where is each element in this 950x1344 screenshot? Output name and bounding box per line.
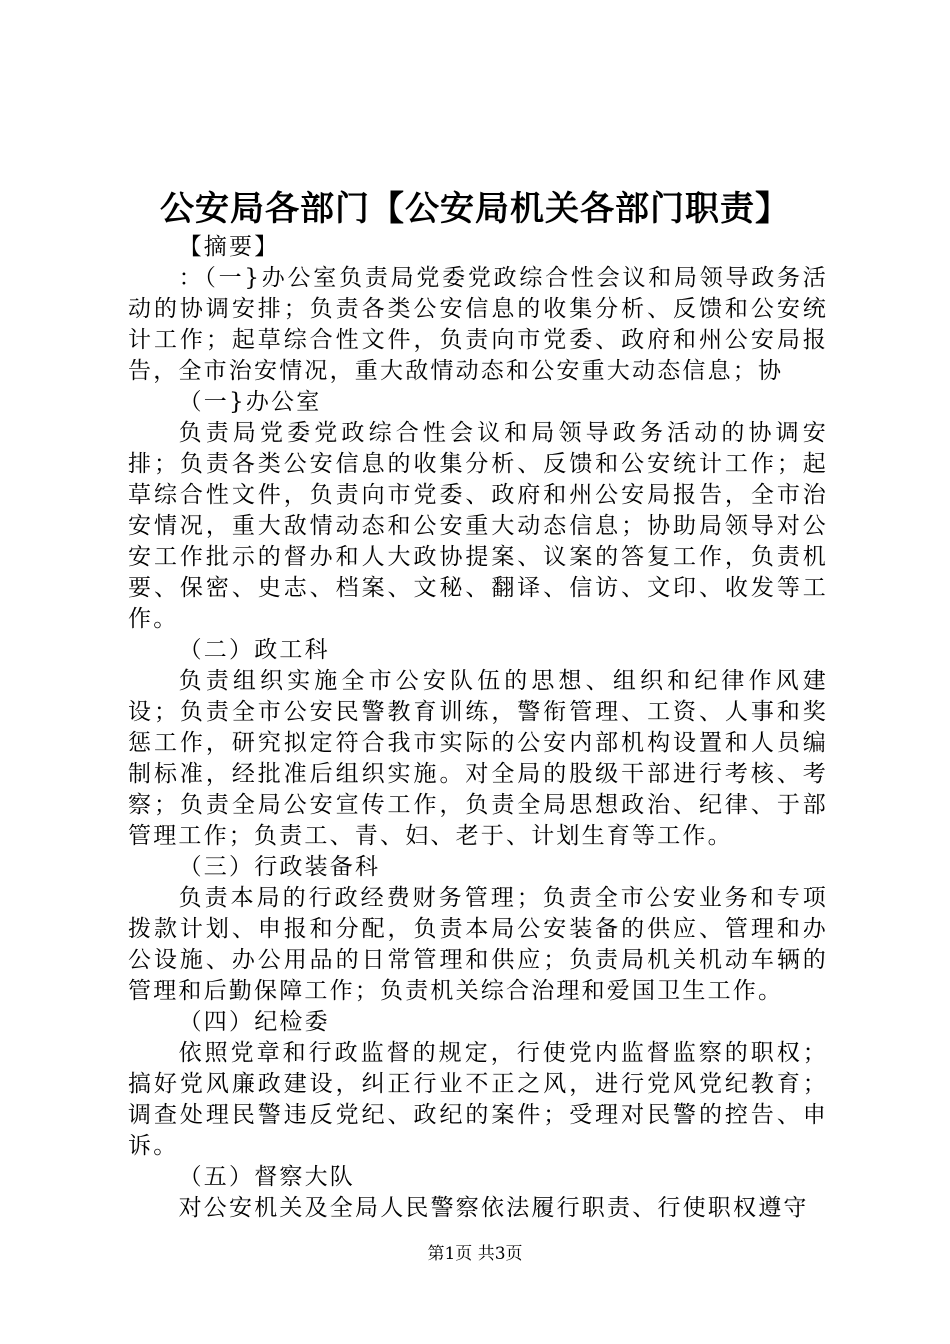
section-text-inspection: 对公安机关及全局人民警察依法履行职责、行使职权遵守 [178,1195,809,1221]
document-title: 公安局各部门【公安局机关各部门职责】 [160,189,790,229]
section-text-discipline: 依照党章和行政监督的规定，行使党内监督监察的职权；搞好党风廉政建设，纠正行业不正之风，进行党风党纪教育；调查处理民警违反党纪、政纪的案件；受理对民警的控告、申诉。 [128,1040,828,1159]
section-heading-political-work: （二）政工科 [178,637,330,663]
section-heading-discipline: （四）纪检委 [178,1009,330,1035]
section-heading-admin-equipment: （三）行政装备科 [178,854,381,880]
abstract-label: 【摘要】 [178,234,280,260]
page-footer: 第1页 共3页 [427,1244,523,1264]
section-text-admin-equipment: 负责本局的行政经费财务管理；负责全市公安业务和专项拨款计划、申报和分配，负责本局公安装备的供应、管理和办公设施、办公用品的日常管理和供应；负责局机关机动车辆的管理和后勤保障工作；负责机关综合治理和爱国卫生工作。 [128,885,828,1004]
abstract-text: ：（一}办公室负责局党委党政综合性会议和局领导政务活动的协调安排；负责各类公安信息的收集分析、反馈和公安统计工作；起草综合性文件，负责向市党委、政府和州公安局报告，全市治安情况，重大敌情动态和公安重大动态信息；协 [128,265,828,384]
document-body [128,232,828,1224]
section-heading-office: （一}办公室 [178,389,322,415]
section-heading-inspection: （五）督察大队 [178,1164,355,1190]
section-text-office: 负责局党委党政综合性会议和局领导政务活动的协调安排；负责各类公安信息的收集分析、反馈和公安统计工作；起草综合性文件，负责向市党委、政府和州公安局报告，全市治安情况，重大敌情动态和公安重大动态信息；协助局领导对公安工作批示的督办和人大政协提案、议案的答复工作，负责机要、保密、史志、档案、文秘、翻译、信访、文印、收发等工作。 [128,420,828,632]
section-text-political-work: 负责组织实施全市公安队伍的思想、组织和纪律作风建设；负责全市公安民警教育训练，警衔管理、工资、人事和奖惩工作，研究拟定符合我市实际的公安内部机构设置和人员编制标准，经批准后组织实施。对全局的股级干部进行考核、考察；负责全局公安宣传工作，负责全局思想政治、纪律、于部管理工作；负责工、青、妇、老于、计划生育等工作。 [128,668,828,849]
